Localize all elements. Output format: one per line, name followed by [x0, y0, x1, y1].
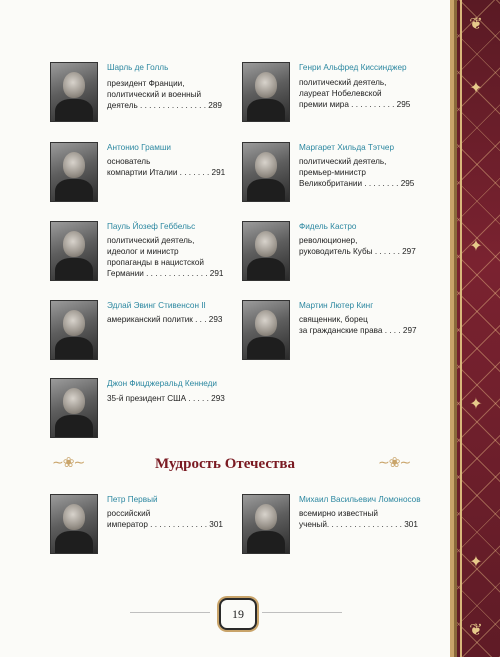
person-name: Маргарет Хильда Тэтчер: [299, 143, 395, 152]
entry-line: Германии . . . . . . . . . . . . . . 291: [107, 269, 224, 278]
entry-line: лауреат Нобелевской: [299, 89, 382, 98]
page-number-frame: [215, 595, 257, 629]
entry-line: священник, борец: [299, 315, 368, 324]
person-name: Мартин Лютер Кинг: [299, 301, 374, 310]
divider: [262, 612, 342, 613]
ornament-icon: ❦: [469, 620, 483, 639]
entry-line: американский политик . . . 293: [107, 315, 223, 324]
portrait-photo: [242, 221, 290, 281]
entry-line: политический и военный: [107, 90, 202, 99]
entry-line: пропаганды в нацистской: [107, 258, 204, 267]
entry-line: политический деятель,: [299, 157, 387, 166]
divider: [130, 612, 210, 613]
portrait-photo: [50, 221, 98, 281]
entry-line: идеолог и министр: [107, 247, 179, 256]
ornament-icon: ✦: [469, 78, 483, 97]
person-name: Джон Фицджеральд Кеннеди: [107, 379, 217, 388]
entry-line: основатель: [107, 157, 151, 166]
entry-line: император . . . . . . . . . . . . . 301: [107, 520, 223, 529]
portrait-photo: [50, 62, 98, 122]
person-name: Михаил Васильевич Ломоносов: [299, 495, 421, 504]
person-name: Петр Первый: [107, 495, 158, 504]
portrait-photo: [50, 142, 98, 202]
entry-line: ученый. . . . . . . . . . . . . . . . . 301: [299, 520, 418, 529]
ornament-icon: ❦: [469, 14, 483, 33]
ornament-icon: ✦: [469, 236, 483, 255]
entry-line: премьер-министр: [299, 168, 366, 177]
ornament-icon: ✦: [469, 394, 483, 413]
entry-line: компартии Италии . . . . . . . 291: [107, 168, 226, 177]
person-name: Антонио Грамши: [107, 143, 171, 152]
entry-line: президент Франции,: [107, 79, 185, 88]
portrait-photo: [242, 62, 290, 122]
ornament-icon: ✦: [469, 552, 483, 571]
entry-line: политический деятель,: [107, 236, 195, 245]
person-name: Пауль Йозеф Геббельс: [107, 222, 196, 231]
entry-line: Великобритании . . . . . . . . 295: [299, 179, 415, 188]
entry-line: руководитель Кубы . . . . . . 297: [299, 247, 416, 256]
person-name: Генри Альфред Киссинджер: [299, 63, 407, 72]
section-title: Мудрость Отечества: [155, 456, 295, 472]
entry-line: за гражданские права . . . . 297: [299, 326, 417, 335]
portrait-photo: [50, 300, 98, 360]
portrait-photo: [50, 494, 98, 554]
page-number: 19: [219, 598, 257, 630]
portrait-photo: [242, 300, 290, 360]
entry-line: революционер,: [299, 236, 358, 245]
entry-line: политический деятель,: [299, 78, 387, 87]
entry-line: всемирно известный: [299, 509, 378, 518]
border-gold-stripe: [460, 0, 462, 657]
swirl-ornament-icon: ∼❀∼: [378, 455, 411, 471]
person-name: Шарль де Голль: [107, 63, 169, 72]
person-name: Фидель Кастро: [299, 222, 357, 231]
portrait-photo: [242, 494, 290, 554]
decorative-side-border: [450, 0, 500, 657]
entry-line: 35-й президент США . . . . . 293: [107, 394, 225, 403]
person-name: Эдлай Эвинг Стивенсон II: [107, 301, 206, 310]
swirl-ornament-icon: ∼❀∼: [52, 455, 85, 471]
entry-line: премии мира . . . . . . . . . . 295: [299, 100, 411, 109]
portrait-photo: [242, 142, 290, 202]
entry-line: российский: [107, 509, 151, 518]
portrait-photo: [50, 378, 98, 438]
entry-line: деятель . . . . . . . . . . . . . . . 289: [107, 101, 222, 110]
